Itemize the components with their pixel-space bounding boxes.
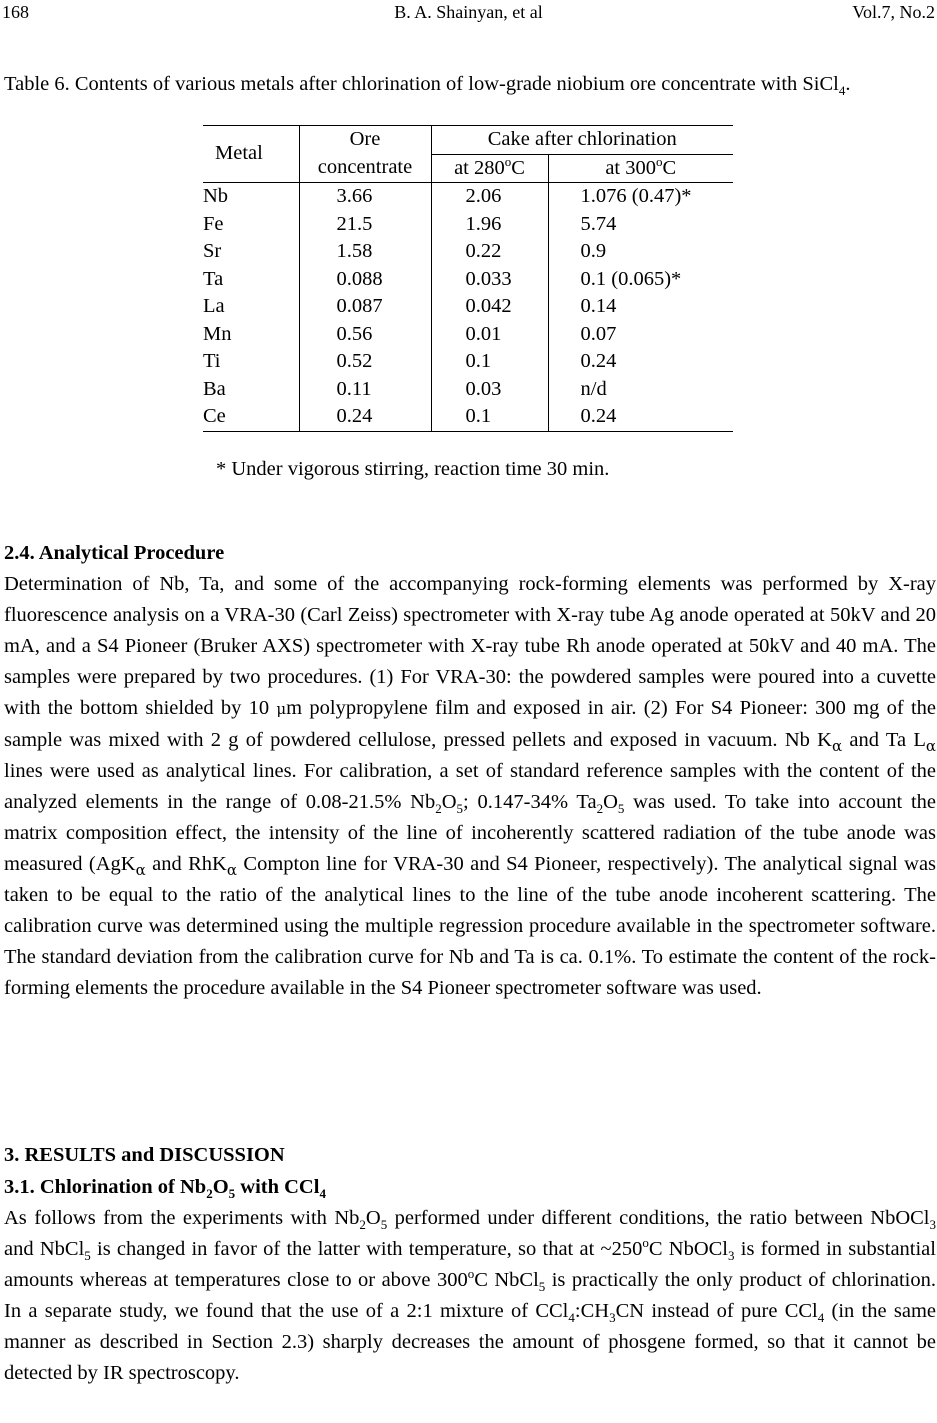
cell-280c: 1.96 (431, 211, 548, 239)
table-row (203, 348, 733, 376)
table-row (203, 238, 733, 266)
table-row (203, 403, 733, 431)
cell-280c: 0.01 (431, 321, 548, 349)
cell-ore: 0.087 (299, 293, 431, 321)
cell-ore: 0.52 (299, 348, 431, 376)
cell-280c: 0.03 (431, 376, 548, 404)
cell-300c: 0.24 (580, 350, 617, 372)
section-heading-analytical: 2.4. Analytical Procedure (4, 542, 225, 564)
metals-table (203, 125, 733, 432)
cell-280c: 0.033 (431, 266, 548, 294)
cell-metal: Ta (203, 266, 299, 294)
cell-metal: Ce (203, 403, 299, 431)
col-280-header: at 280$^o$C (431, 154, 548, 183)
table-row (203, 293, 733, 321)
cell-280c: 0.1 (431, 348, 548, 376)
cell-metal: Nb (203, 183, 299, 211)
table-caption: Table 6. Contents of various metals after chlorination of low-grade niobium ore concentrate with SiCl$_4$. (4, 73, 851, 99)
cell-ore: 0.24 (299, 403, 431, 431)
cell-metal: Ti (203, 348, 299, 376)
cell-ore: 0.088 (299, 266, 431, 294)
cell-metal: La (203, 293, 299, 321)
cell-ore: 1.58 (299, 238, 431, 266)
paragraph-analytical: Determination of Nb, Ta, and some of the accompanying rock-forming elements was performed by X-ray fluorescence analysis on a VRA-30 (Carl Zeiss) spectrometer with X-ray tube Ag anode operated at 50kV and 20 mA, and a S4 Pioneer (Bruker AXS) spectrometer with X-ray tube Rh anode operated at 50kV and 40 mA. The samples were prepared by two procedures. (1) For VRA-30: the powdered samples were poured into a cuvette with the bottom shielded by 10 μm polypropylene film and exposed in air. (2) For S4 Pioneer: 300 mg of the sample was mixed with 2 g of powdered cellulose, pressed pellets and exposed in vacuum. Nb $K_\alpha$ and Ta $L_\alpha$ lines were used as analytical lines. For calibration, a set of standard reference samples with the content of the analyzed elements in the range of 0.08-21.5% $Nb_2O_5$; 0.147-34% $Ta_2O_5$ was used. To take into account the matrix composition effect, the intensity of the line of incoherently scattered radiation of the tube anode was measured (AgK$_\alpha$ and RhK$_\alpha$ Compton line for VRA-30 and S4 Pioneer, respectively). The analytical signal was taken to be equal to the ratio of the analytical lines to the line of the tube anode incoherent scattering. The calibration curve was determined using the multiple regression procedure available in the spectrometer software. The standard deviation from the calibration curve for Nb and Ta is ca. 0.1%. To estimate the content of the rock-forming elements the procedure available in the S4 Pioneer spectrometer software was used. (4, 573, 937, 999)
cell-300c: 0.1 (0.065)* (580, 267, 682, 290)
cell-300c: 5.74 (580, 212, 617, 235)
cell-metal: Sr (203, 238, 299, 266)
col-ore-header: Ore concentrate (299, 126, 431, 183)
subsection-heading-chlorination: 3.1. Chlorination of $Nb_2O_5$ with CCl$_4$ (4, 1176, 326, 1202)
table-footnote: * Under vigorous stirring, reaction time 30 min. (216, 458, 610, 480)
journal-volume: Vol.7, No.2 (852, 2, 935, 22)
cell-300c: 0.24 (580, 405, 617, 427)
paragraph-chlorination: As follows from the experiments with $Nb_2O_5$ performed under different conditions, the ratio between NbOCl$_3$ and NbCl$_5$ is changed in favor of the latter with temperature, so that at ~250$^o$C NbOCl$_3$ is formed in substantial amounts whereas at temperatures close to or above 300$^o$C NbCl$_5$ is practically the only product of chlorination. In a separate study, we found that the use of a 2:1 mixture of $CCl_4:CH_3CN$ instead of pure CCl$_4$ (in the same manner as described in Section 2.3) sharply decreases the amount of phosgene formed, so that it cannot be detected by IR spectroscopy. (4, 1207, 936, 1384)
running-authors: B. A. Shainyan, et al (394, 2, 543, 22)
cell-ore: 0.56 (299, 321, 431, 349)
col-metal-header: Metal (203, 126, 299, 183)
col-cake-header: Cake after chlorination (431, 126, 733, 155)
cell-280c: 2.06 (431, 183, 548, 211)
page-header (2, 0, 935, 24)
col-300-header: at 300$^o$C (605, 153, 677, 179)
cell-300c: 0.07 (580, 322, 617, 345)
cell-metal: Ba (203, 376, 299, 404)
cell-ore: 3.66 (299, 183, 431, 211)
page-number: 168 (2, 2, 29, 22)
cell-300c: n/d (580, 377, 607, 400)
cell-metal: Fe (203, 211, 299, 239)
table-row (203, 211, 733, 239)
cell-300c: 0.14 (580, 295, 617, 317)
cell-ore: 0.11 (299, 376, 431, 404)
table-row (203, 376, 733, 404)
cell-280c: 0.22 (431, 238, 548, 266)
table-row (203, 321, 733, 349)
cell-280c: 0.042 (431, 293, 548, 321)
table-row (203, 183, 733, 211)
cell-300c: 1.076 (0.47)* (580, 185, 692, 207)
cell-300c: 0.9 (580, 240, 607, 262)
cell-280c: 0.1 (431, 403, 548, 431)
cell-metal: Mn (203, 321, 299, 349)
section-heading-results: 3. RESULTS and DISCUSSION (4, 1144, 285, 1166)
cell-ore: 21.5 (299, 211, 431, 239)
table-row (203, 266, 733, 294)
